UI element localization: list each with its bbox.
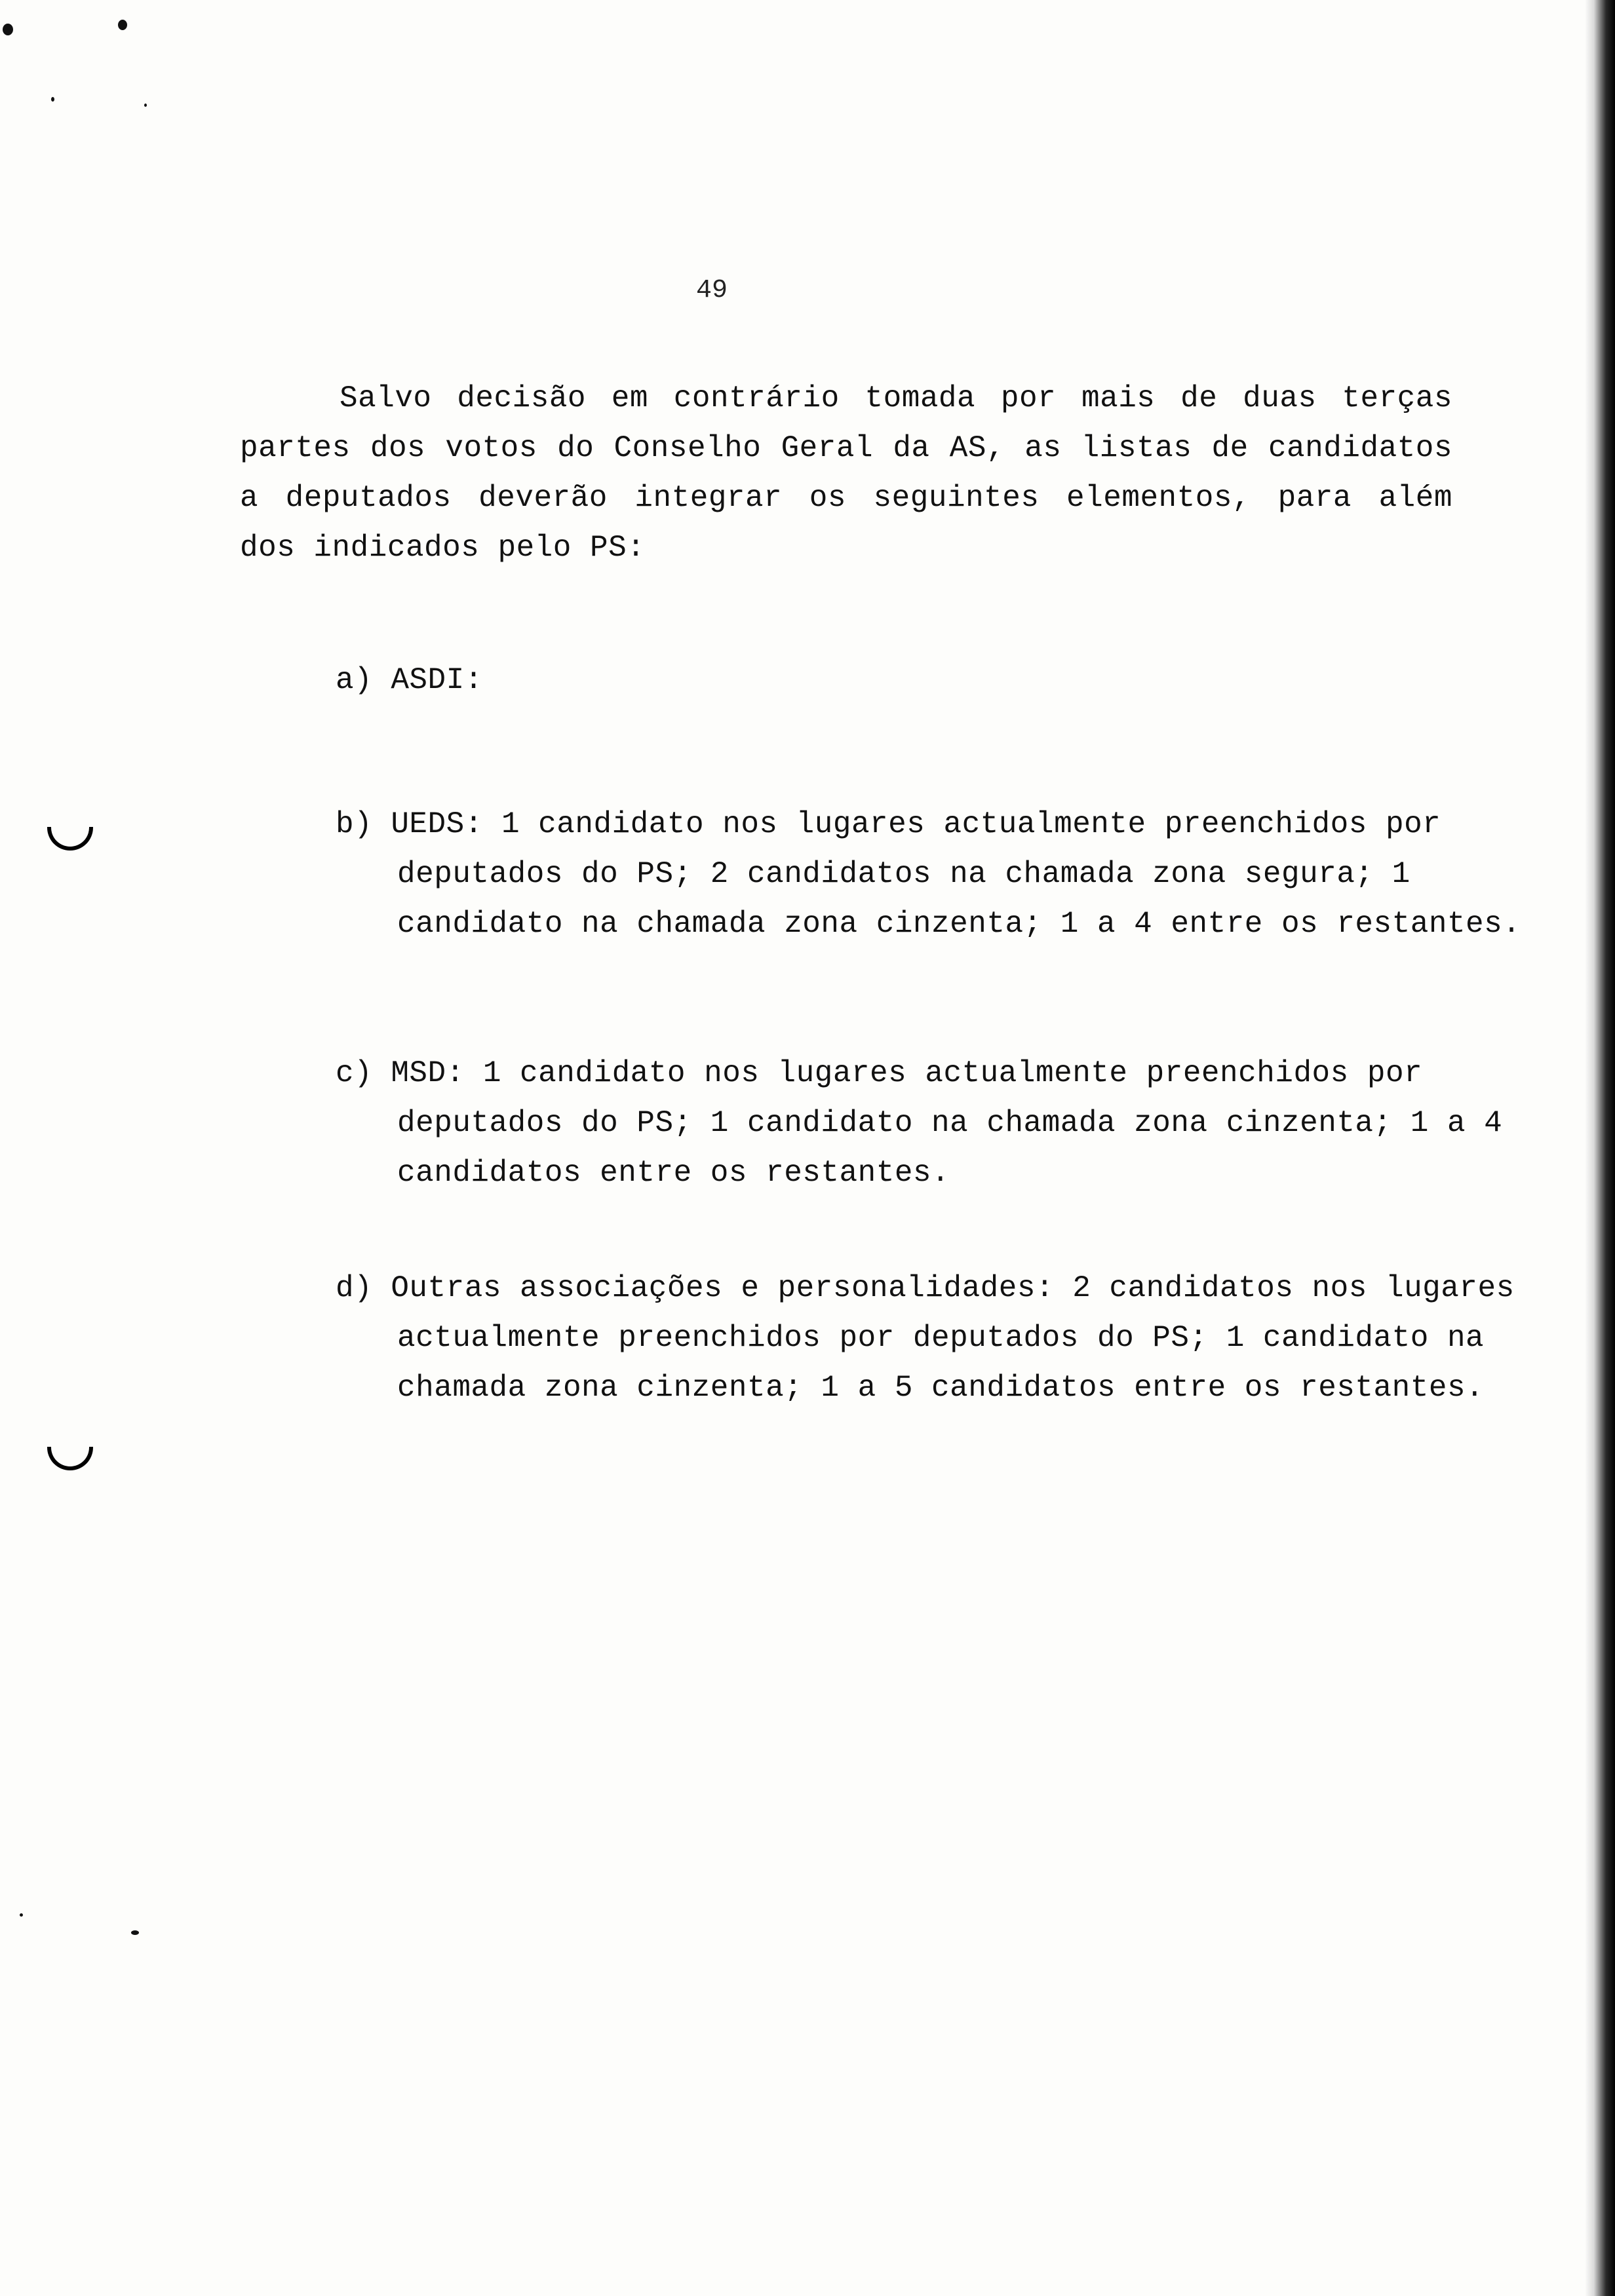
scan-speck (118, 20, 127, 30)
scan-speck (131, 1930, 139, 1935)
scan-speck (3, 24, 13, 35)
list-item-b (336, 799, 1525, 949)
list-item-text: UEDS: 1 candidato nos lugares actualmente preenchidos por deputados do PS; 2 candidatos na chamada zona segura; 1 candidato na chamada zona cinzenta; 1 a 4 entre os restantes. (391, 807, 1521, 941)
list-item-label: d) (336, 1271, 373, 1305)
binding-hole-mark (47, 827, 93, 851)
intro-paragraph: Salvo decisão em contrário tomada por mais de duas terças partes dos votos do Conselho Geral da AS, as listas de candidatos a deputados deverão integrar os seguintes elementos, para além dos indicados pelo PS: (240, 381, 1452, 565)
scan-speck (144, 104, 147, 107)
list-item-d (336, 1263, 1525, 1413)
list-item-text: ASDI: (391, 663, 483, 697)
list-item-text: MSD: 1 candidato nos lugares actualmente preenchidos por deputados do PS; 1 candidato na chamada zona cinzenta; 1 a 4 candidatos entre os restantes. (391, 1056, 1503, 1190)
list-item-label: a) (336, 663, 373, 697)
scan-speck (20, 1913, 23, 1917)
list-item-label: c) (336, 1056, 373, 1090)
page-number: 49 (696, 276, 728, 305)
list-item-a (336, 655, 1525, 705)
binding-hole-mark (47, 1447, 93, 1470)
scan-speck (51, 97, 54, 102)
list-item-label: b) (336, 807, 373, 841)
list-item-text: Outras associações e personalidades: 2 candidatos nos lugares actualmente preenchidos por deputados do PS; 1 candidato na chamada zona cinzenta; 1 a 5 candidatos entre os restantes. (391, 1271, 1515, 1405)
scan-edge-border (1585, 0, 1615, 2296)
list-item-c (336, 1048, 1525, 1198)
